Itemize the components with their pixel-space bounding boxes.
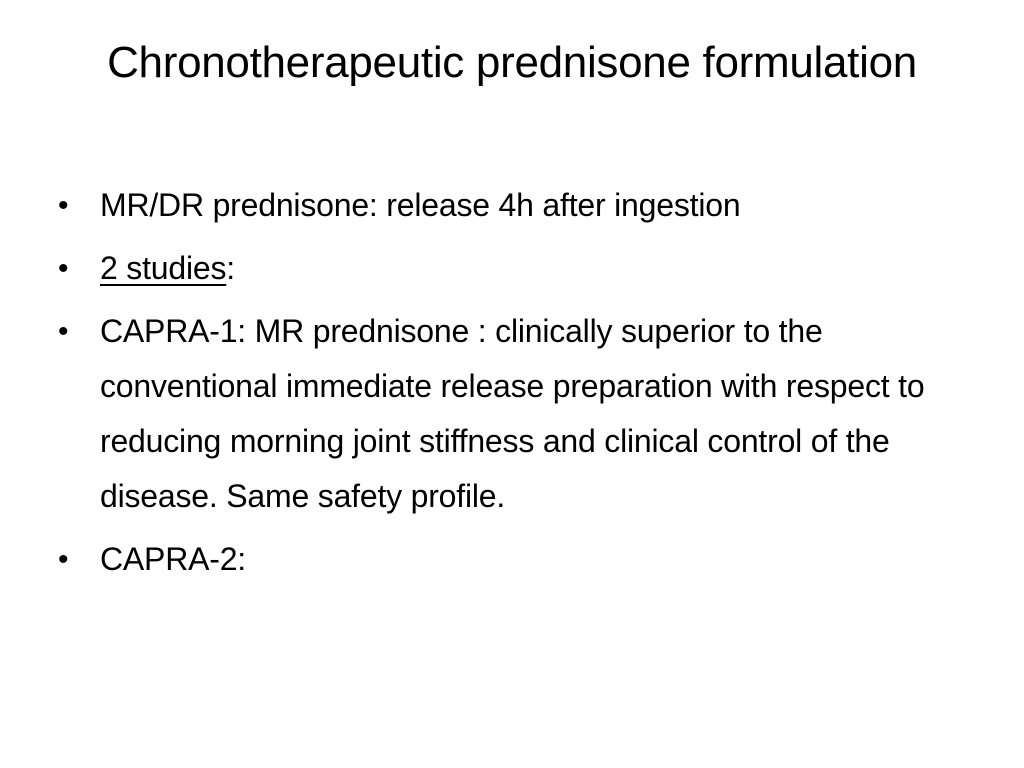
bullet-icon: •	[58, 189, 69, 222]
bullet-text: CAPRA-2:	[100, 541, 246, 577]
bullet-item-release	[56, 178, 986, 233]
slide-title: Chronotherapeutic prednisone formulation	[107, 38, 917, 87]
bullet-icon: •	[58, 252, 69, 285]
bullet-text-underlined: 2 studies	[100, 250, 227, 286]
bullet-text: CAPRA-1: MR prednisone : clinically superior to the conventional immediate release preparation with respect to reducing morning joint stiffness and clinical control of the disease. Same safety profile.	[100, 313, 925, 514]
bullet-item-capra-2	[56, 532, 986, 587]
bullet-icon: •	[58, 315, 69, 348]
bullet-item-capra-1	[56, 304, 986, 524]
bullet-text-suffix: :	[226, 250, 235, 286]
bullet-icon: •	[58, 543, 69, 576]
bullet-list	[56, 178, 986, 595]
bullet-item-studies	[56, 241, 986, 296]
bullet-text: MR/DR prednisone: release 4h after ingestion	[100, 187, 741, 223]
